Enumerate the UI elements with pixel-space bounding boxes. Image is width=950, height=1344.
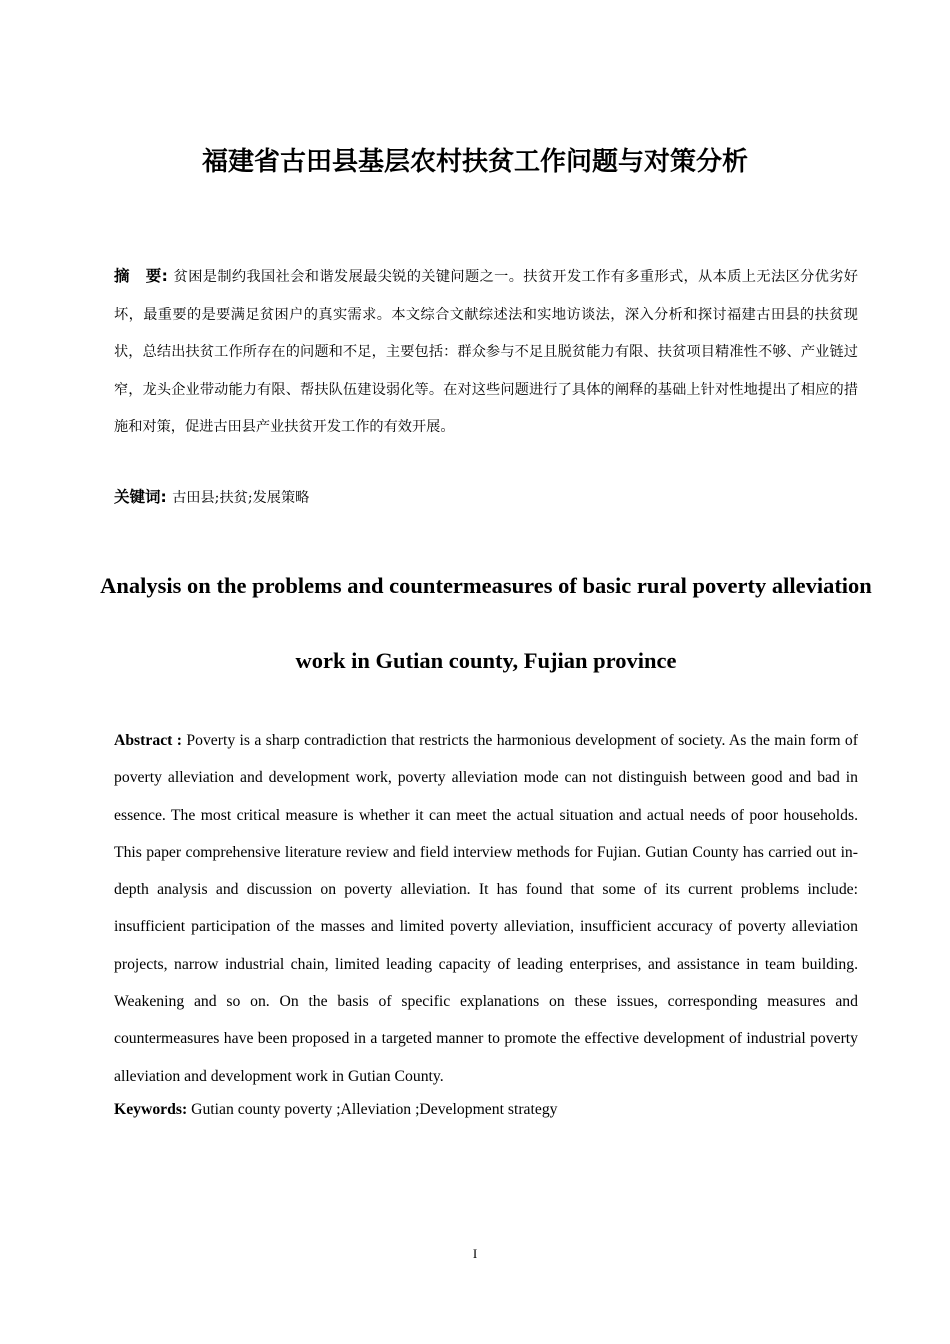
english-keywords-label: Keywords: [114,1101,192,1118]
chinese-title: 福建省古田县基层农村扶贫工作问题与对策分析 [201,147,748,177]
chinese-keywords [114,482,858,513]
chinese-keywords-label: 关键词: [114,488,173,506]
page-number: I [472,1246,478,1261]
chinese-abstract-text: 贫困是制约我国社会和谐发展最尖锐的关键问题之一。扶贫开发工作有多重形式，从本质上无法区分优劣好坏，最重要的是要满足贫困户的真实需求。本文综合文献综述法和实地访谈法，深入分析和探讨福建古田县的扶贫现状，总结出扶贫工作所存在的问题和不足，主要包括：群众参与不足且脱贫能力有限、扶贫项目精准性不够、产业链过窄，龙头企业带动能力有限、帮扶队伍建设弱化等。在对这些问题进行了具体的阐释的基础上针对性地提出了相应的措施和对策，促进古田县产业扶贫开发工作的有效开展。 [114,269,858,435]
english-abstract-text: Poverty is a sharp contradiction that restricts the harmonious development of society. As the main form of poverty alleviation and development work, poverty alleviation mode can not distinguish between good and bad in essence. The most critical measure is whether it can meet the actual situation and actual needs of poor households. This paper comprehensive literature review and field interview methods for Fujian. Gutian County has carried out in-depth analysis and discussion on poverty alleviation. It has found that some of its current problems include: insufficient participation of the masses and limited poverty alleviation, insufficient accuracy of poverty alleviation projects, narrow industrial chain, limited leading capacity of leading enterprises, and assistance in team building. Weakening and so on. On the basis of specific explanations on these issues, corresponding measures and countermeasures have been proposed in a targeted manner to promote the effective development of industrial poverty alleviation and development work in Gutian County. [114,732,858,1085]
chinese-keywords-text: 古田县;扶贫;发展策略 [172,490,310,506]
english-keywords [114,1096,858,1124]
english-abstract [114,722,858,1095]
english-title: Analysis on the problems and countermeasures of basic rural poverty alleviation work in Gutian county, Fujian province [100,573,872,673]
english-abstract-label: Abstract : [114,732,187,749]
chinese-abstract-label: 摘 要: [114,267,174,285]
english-keywords-text: Gutian county poverty ;Alleviation ;Development strategy [191,1101,558,1118]
chinese-abstract [114,258,858,447]
